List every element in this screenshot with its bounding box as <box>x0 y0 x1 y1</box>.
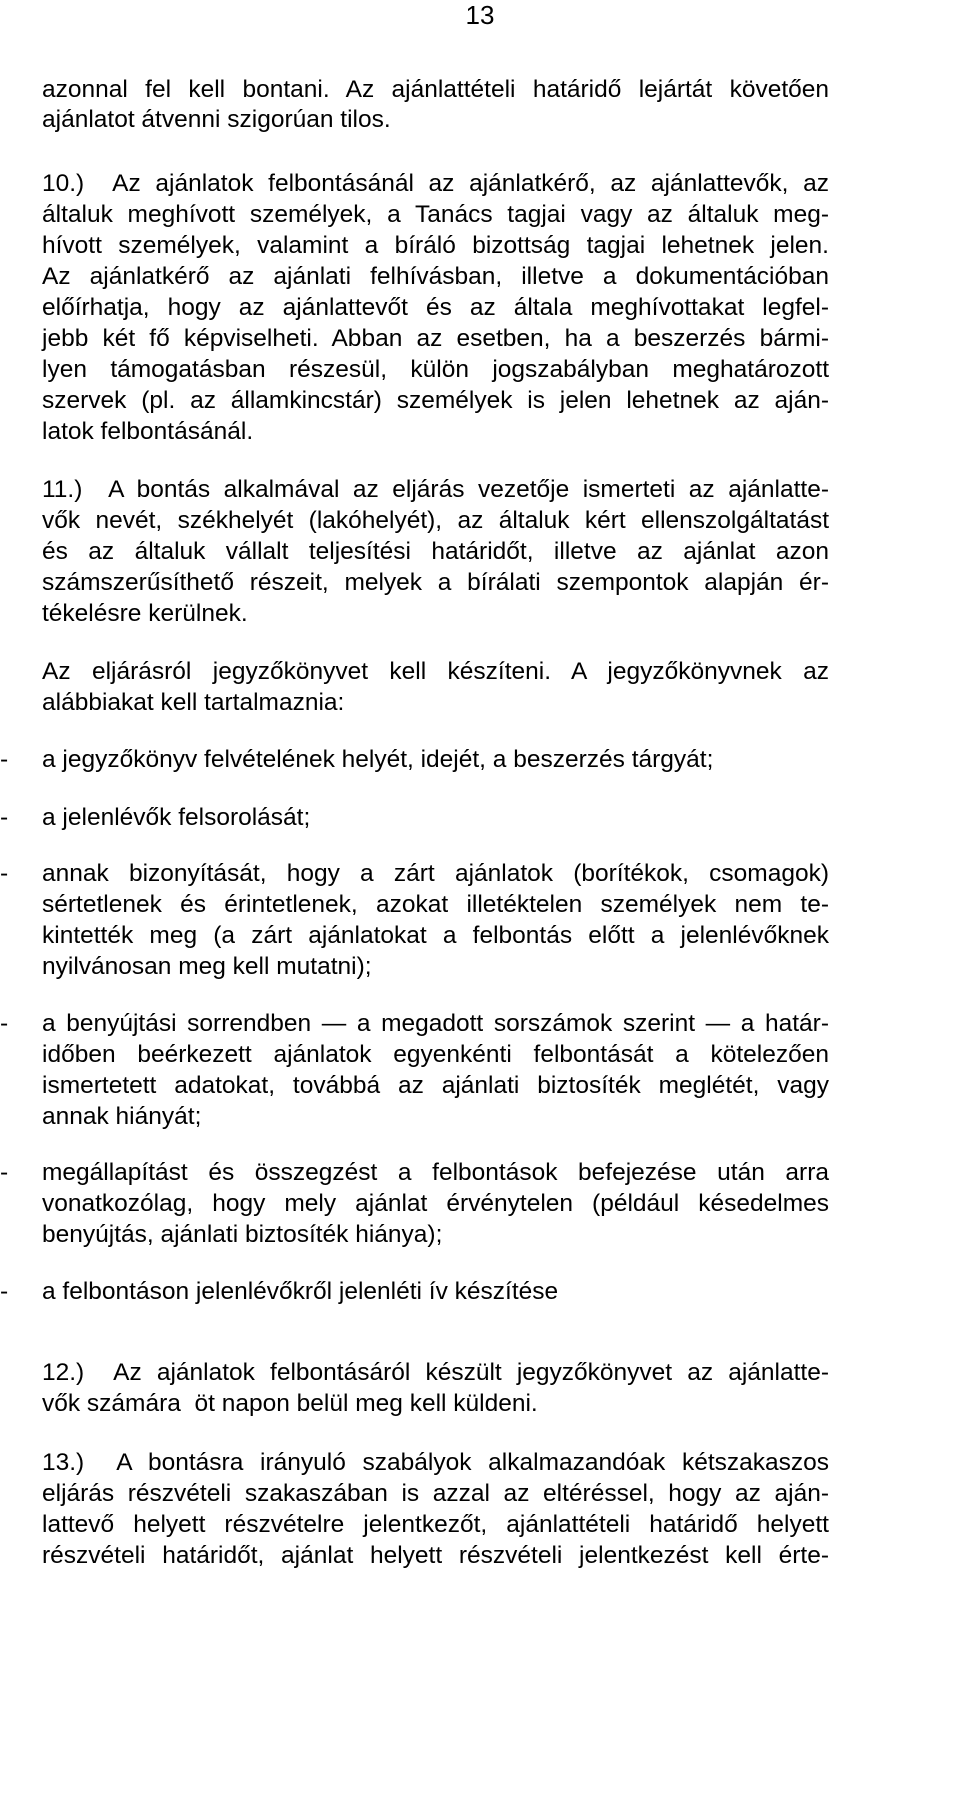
text-line: Az ajánlatkérő az ajánlati felhívásban, illetve a dokumentációban <box>42 263 829 290</box>
text-line: sértetlenek és érintetlenek, azokat illetéktelen személyek nem te- <box>42 891 829 918</box>
text-line: számszerűsíthető részeit, melyek a bírálati szempontok alapján ér- <box>42 569 829 596</box>
list-bullet: - <box>0 804 9 831</box>
text-line: megállapítást és összegzést a felbontások befejezése után arra <box>42 1159 829 1186</box>
list-bullet: - <box>0 860 9 887</box>
list-bullet: - <box>0 1010 9 1037</box>
text-line: jebb két fő képviselheti. Abban az esetben, ha a beszerzés bármi- <box>42 325 829 352</box>
text-line: részvételi határidőt, ajánlat helyett részvételi jelentkezést kell érte- <box>42 1542 829 1569</box>
text-line: ismertetett adatokat, továbbá az ajánlati biztosíték meglétét, vagy <box>42 1072 829 1099</box>
text-line: 12.) Az ajánlatok felbontásáról készült jegyzőkönyvet az ajánlatte- <box>42 1359 829 1386</box>
text-line: nyilvánosan meg kell mutatni); <box>42 953 372 980</box>
text-line: szervek (pl. az államkincstár) személyek is jelen lehetnek az aján- <box>42 387 829 414</box>
text-line: tékelésre kerülnek. <box>42 600 248 627</box>
text-line: a benyújtási sorrendben — a megadott sorszámok szerint — a határ- <box>42 1010 829 1037</box>
text-line: 11.) A bontás alkalmával az eljárás vezetője ismerteti az ajánlatte- <box>42 476 829 503</box>
text-line: eljárás részvételi szakaszában is azzal az eltéréssel, hogy az aján- <box>42 1480 829 1507</box>
text-line: benyújtás, ajánlati biztosíték hiánya); <box>42 1221 443 1248</box>
text-line: általuk meghívott személyek, a Tanács tagjai vagy az általuk meg- <box>42 201 829 228</box>
text-line: időben beérkezett ajánlatok egyenkénti felbontását a kötelezően <box>42 1041 829 1068</box>
text-line: ajánlatot átvenni szigorúan tilos. <box>42 106 391 133</box>
text-line: hívott személyek, valamint a bíráló bizottság tagjai lehetnek jelen. <box>42 232 829 259</box>
text-line: alábbiakat kell tartalmaznia: <box>42 689 345 716</box>
text-line: vők számára öt napon belül meg kell küldeni. <box>42 1390 538 1417</box>
list-bullet: - <box>0 1159 9 1186</box>
text-line: Az eljárásról jegyzőkönyvet kell készíteni. A jegyzőkönyvnek az <box>42 658 829 685</box>
text-line: latok felbontásánál. <box>42 418 254 445</box>
text-line: 10.) Az ajánlatok felbontásánál az ajánlatkérő, az ajánlattevők, az <box>42 170 829 197</box>
text-line: azonnal fel kell bontani. Az ajánlattételi határidő lejártát követően <box>42 76 829 103</box>
text-line: a jelenlévők felsorolását; <box>42 804 311 831</box>
text-line: lyen támogatásban részesül, külön jogszabályban meghatározott <box>42 356 829 383</box>
text-line: 13.) A bontásra irányuló szabályok alkalmazandóak kétszakaszos <box>42 1449 829 1476</box>
text-line: a jegyzőkönyv felvételének helyét, idejét, a beszerzés tárgyát; <box>42 746 714 773</box>
text-line: lattevő helyett részvételre jelentkezőt, ajánlattételi határidő helyett <box>42 1511 829 1538</box>
text-line: előírhatja, hogy az ajánlattevőt és az általa meghívottakat legfel- <box>42 294 829 321</box>
text-line: annak bizonyítását, hogy a zárt ajánlatok (borítékok, csomagok) <box>42 860 829 887</box>
text-line: vők nevét, székhelyét (lakóhelyét), az általuk kért ellenszolgáltatást <box>42 507 829 534</box>
text-line: kintették meg (a zárt ajánlatokat a felbontás előtt a jelenlévőknek <box>42 922 829 949</box>
page-number: 13 <box>465 0 495 30</box>
text-line: és az általuk vállalt teljesítési határidőt, illetve az ajánlat azon <box>42 538 829 565</box>
list-bullet: - <box>0 746 9 773</box>
text-line: annak hiányát; <box>42 1103 202 1130</box>
text-line: vonatkozólag, hogy mely ajánlat érvénytelen (például késedelmes <box>42 1190 829 1217</box>
list-bullet: - <box>0 1278 9 1305</box>
text-line: a felbontáson jelenlévőkről jelenléti ív készítése <box>42 1278 559 1305</box>
